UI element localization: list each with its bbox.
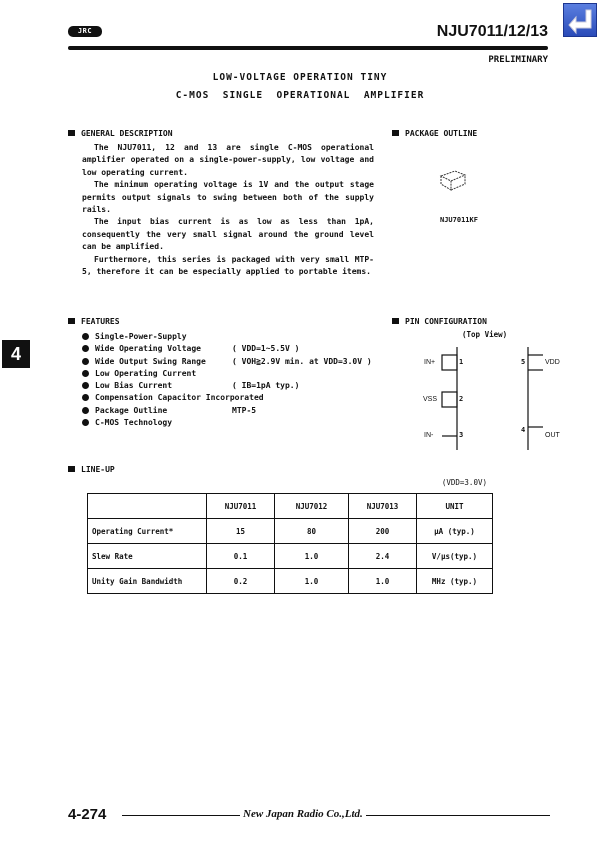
pin-3-number: 3: [459, 431, 464, 439]
pin-1-number: 1: [459, 358, 464, 366]
feature-value: [232, 417, 382, 429]
features-heading: FEATURES: [68, 317, 268, 327]
status-label: PRELIMINARY: [488, 55, 548, 65]
package-heading: PACKAGE OUTLINE: [392, 129, 542, 139]
feature-label: Low Bias Current: [82, 380, 232, 392]
paragraph: The NJU7011, 12 and 13 are single C-MOS operational amplifier operated on a single-power-supply, low voltage and low operating current.: [82, 143, 374, 177]
pin-4-name: OUT: [545, 432, 560, 439]
pin-4-number: 4: [521, 426, 526, 434]
feature-label: C-MOS Technology: [82, 417, 232, 429]
pin-5-name: VDD: [545, 359, 560, 366]
table-row: Operating Current* 15 80 200 μA (typ.): [88, 519, 493, 544]
features-list: [82, 331, 382, 429]
paragraph: The input bias current is as low as less than 1pA, consequently the very small signal around the ground level can be amplified.: [82, 217, 374, 252]
feature-value: ( VOH≧2.9V min. at VDD=3.0V ): [232, 356, 372, 366]
table-row: Slew Rate 0.1 1.0 2.4 V/μs(typ.): [88, 544, 493, 569]
feature-label: Wide Output Swing Range: [82, 356, 232, 368]
feature-label: Low Operating Current: [82, 368, 232, 380]
title-line-1: LOW-VOLTAGE OPERATION TINY: [212, 72, 388, 83]
table-header-row: [88, 494, 493, 519]
pin-1-name: IN+: [424, 359, 436, 366]
paragraph: The minimum operating voltage is 1V and the output stage permits output signals to swing between both of the supply rails.: [82, 180, 374, 215]
column-header: NJU7013: [349, 494, 417, 519]
pin-2-number: 2: [459, 395, 464, 403]
jrc-logo: JRC: [68, 26, 102, 37]
package-label: NJU7011KF: [440, 216, 478, 224]
column-header: NJU7011: [207, 494, 275, 519]
column-header: UNIT: [417, 494, 493, 519]
feature-label: Compensation Capacitor Incorporated: [82, 392, 382, 404]
feature-value: [232, 368, 382, 380]
lineup-condition: (VDD=3.0V): [441, 478, 487, 487]
table-row: Unity Gain Bandwidth 0.2 1.0 1.0 MHz (typ.): [88, 569, 493, 594]
pin-config-heading: PIN CONFIGURATION: [392, 317, 542, 327]
title-line-2: C-MOS SINGLE OPERATIONAL AMPLIFIER: [175, 90, 425, 101]
feature-value: [232, 331, 382, 343]
pin-5-number: 5: [521, 358, 526, 366]
pin-2-name: VSS: [423, 396, 438, 403]
back-button[interactable]: [563, 3, 597, 37]
feature-value: ( IB=1pA typ.): [232, 381, 300, 391]
feature-label: Single-Power-Supply: [82, 331, 232, 343]
feature-label: Package Outline: [82, 405, 232, 417]
section-tab: 4: [2, 340, 30, 368]
general-heading: GENERAL DESCRIPTION: [68, 129, 368, 139]
package-drawing: [438, 168, 468, 194]
feature-value: MTP-5: [232, 405, 257, 415]
column-header: NJU7012: [275, 494, 349, 519]
return-arrow-icon: [564, 4, 596, 36]
top-view-label: (Top View): [462, 330, 508, 339]
feature-value: ( VDD=1~5.5V ): [232, 344, 300, 354]
part-number: NJU7011/12/13: [436, 23, 548, 40]
lineup-table: [87, 493, 493, 594]
pin-3-name: IN-: [424, 432, 434, 439]
paragraph: Furthermore, this series is packaged with very small MTP-5, therefore it can be especially applied to portable items.: [82, 254, 374, 277]
header-rule: [68, 46, 548, 50]
feature-label: Wide Operating Voltage: [82, 343, 232, 355]
page-number: 4-274: [68, 806, 107, 823]
general-description: [82, 142, 374, 278]
company-name: New Japan Radio Co.,Ltd.: [240, 808, 366, 821]
lineup-heading: LINE-UP: [68, 465, 168, 475]
